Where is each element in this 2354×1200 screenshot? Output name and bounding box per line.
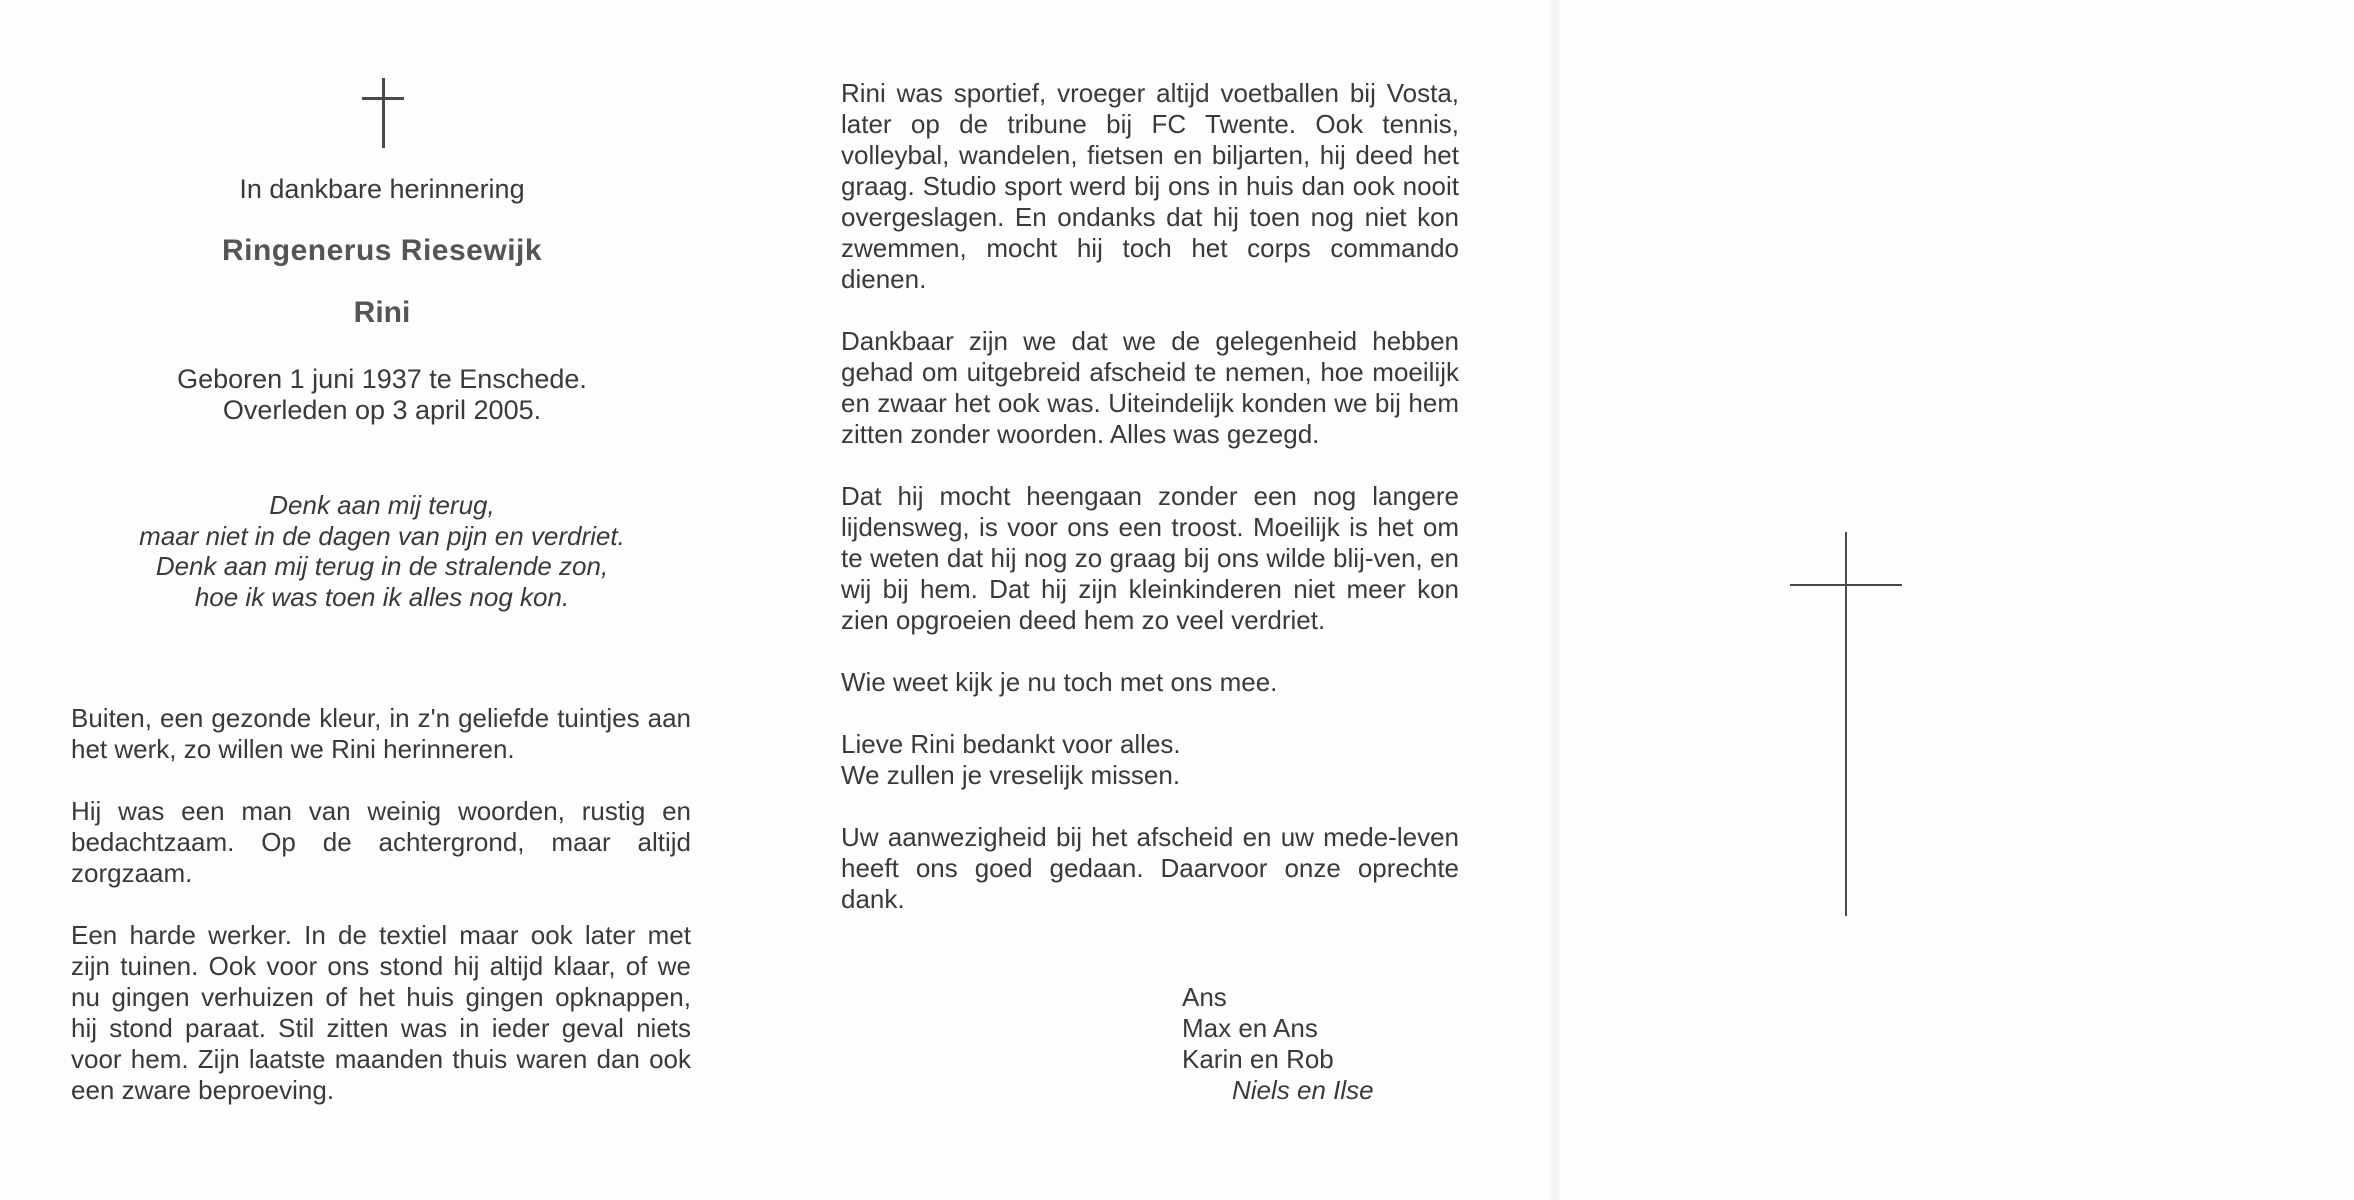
memorial-text-middle bbox=[841, 78, 1459, 946]
signature-line: Max en Ans bbox=[1182, 1013, 1318, 1043]
paragraph: Buiten, een gezonde kleur, in z'n geliefde tuintjes aan het werk, zo willen we Rini herinneren. bbox=[71, 703, 691, 764]
paragraph: Lieve Rini bedankt voor alles. bbox=[841, 729, 1181, 759]
poem-line: Denk aan mij terug, bbox=[269, 490, 495, 520]
paragraph: Hij was een man van weinig woorden, rustig en bedachtzaam. Op de achtergrond, maar altijd zorgzaam. bbox=[71, 796, 691, 888]
signature-line: Karin en Rob bbox=[1182, 1044, 1334, 1074]
paragraph: Rini was sportief, vroeger altijd voetballen bij Vosta, later op de tribune bij FC Twente. Ook tennis, volleybal, wandelen, fietsen en biljarten, hij deed het graag. Studio sport werd bij ons in huis dan ook nooit overgeslagen. En ondanks dat hij toen nog niet kon zwemmen, mocht hij toch het corps commando dienen. bbox=[841, 78, 1459, 294]
back-cover bbox=[1560, 0, 2354, 1200]
memorial-text-left bbox=[71, 703, 691, 1137]
paragraph: We zullen je vreselijk missen. bbox=[841, 760, 1181, 790]
poem-line: hoe ik was toen ik alles nog kon. bbox=[194, 581, 570, 612]
signature-line: Niels en Ilse bbox=[1232, 1075, 1374, 1105]
paragraph: Uw aanwezigheid bij het afscheid en uw mede-leven heeft ons goed gedaan. Daarvoor onze oprechte dank. bbox=[841, 822, 1459, 914]
intro-text: In dankbare herinnering bbox=[239, 174, 525, 204]
poem-line: Denk aan mij terug in de stralende zon, bbox=[155, 551, 609, 581]
life-dates bbox=[122, 364, 642, 426]
deceased-name: Ringenerus Riesewijk bbox=[221, 234, 543, 267]
paragraph: Een harde werker. In de textiel maar ook later met zijn tuinen. Ook voor ons stond hij altijd klaar, of we nu gingen verhuizen of het huis gingen opknappen, hij stond paraat. Stil zitten was in ieder geval niets voor hem. Zijn laatste maanden thuis waren dan ook een zware beproeving. bbox=[71, 920, 691, 1105]
deceased-nickname: Rini bbox=[353, 296, 411, 329]
poem-line: maar niet in de dagen van pijn en verdriet. bbox=[139, 520, 625, 551]
signatures bbox=[1182, 982, 1374, 1106]
poem bbox=[92, 490, 672, 612]
signature-line: Ans bbox=[1182, 982, 1227, 1012]
paragraph: Dat hij mocht heengaan zonder een nog langere lijdensweg, is voor ons een troost. Moeilijk is het om te weten dat hij nog zo graag bij ons wilde blij-ven, en wij bij hem. Dat hij zijn kleinkinderen niet meer kon zien opgroeien deed hem zo veel verdriet. bbox=[841, 481, 1459, 635]
paragraph: Wie weet kijk je nu toch met ons mee. bbox=[841, 667, 1278, 697]
birth-line: Geboren 1 juni 1937 te Enschede. bbox=[177, 364, 587, 394]
paragraph: Dankbaar zijn we dat we de gelegenheid hebben gehad om uitgebreid afscheid te nemen, hoe moeilijk en zwaar het ook was. Uiteindelijk konden we bij hem zitten zonder woorden. Alles was gezegd. bbox=[841, 326, 1459, 449]
death-line: Overleden op 3 april 2005. bbox=[222, 395, 542, 425]
